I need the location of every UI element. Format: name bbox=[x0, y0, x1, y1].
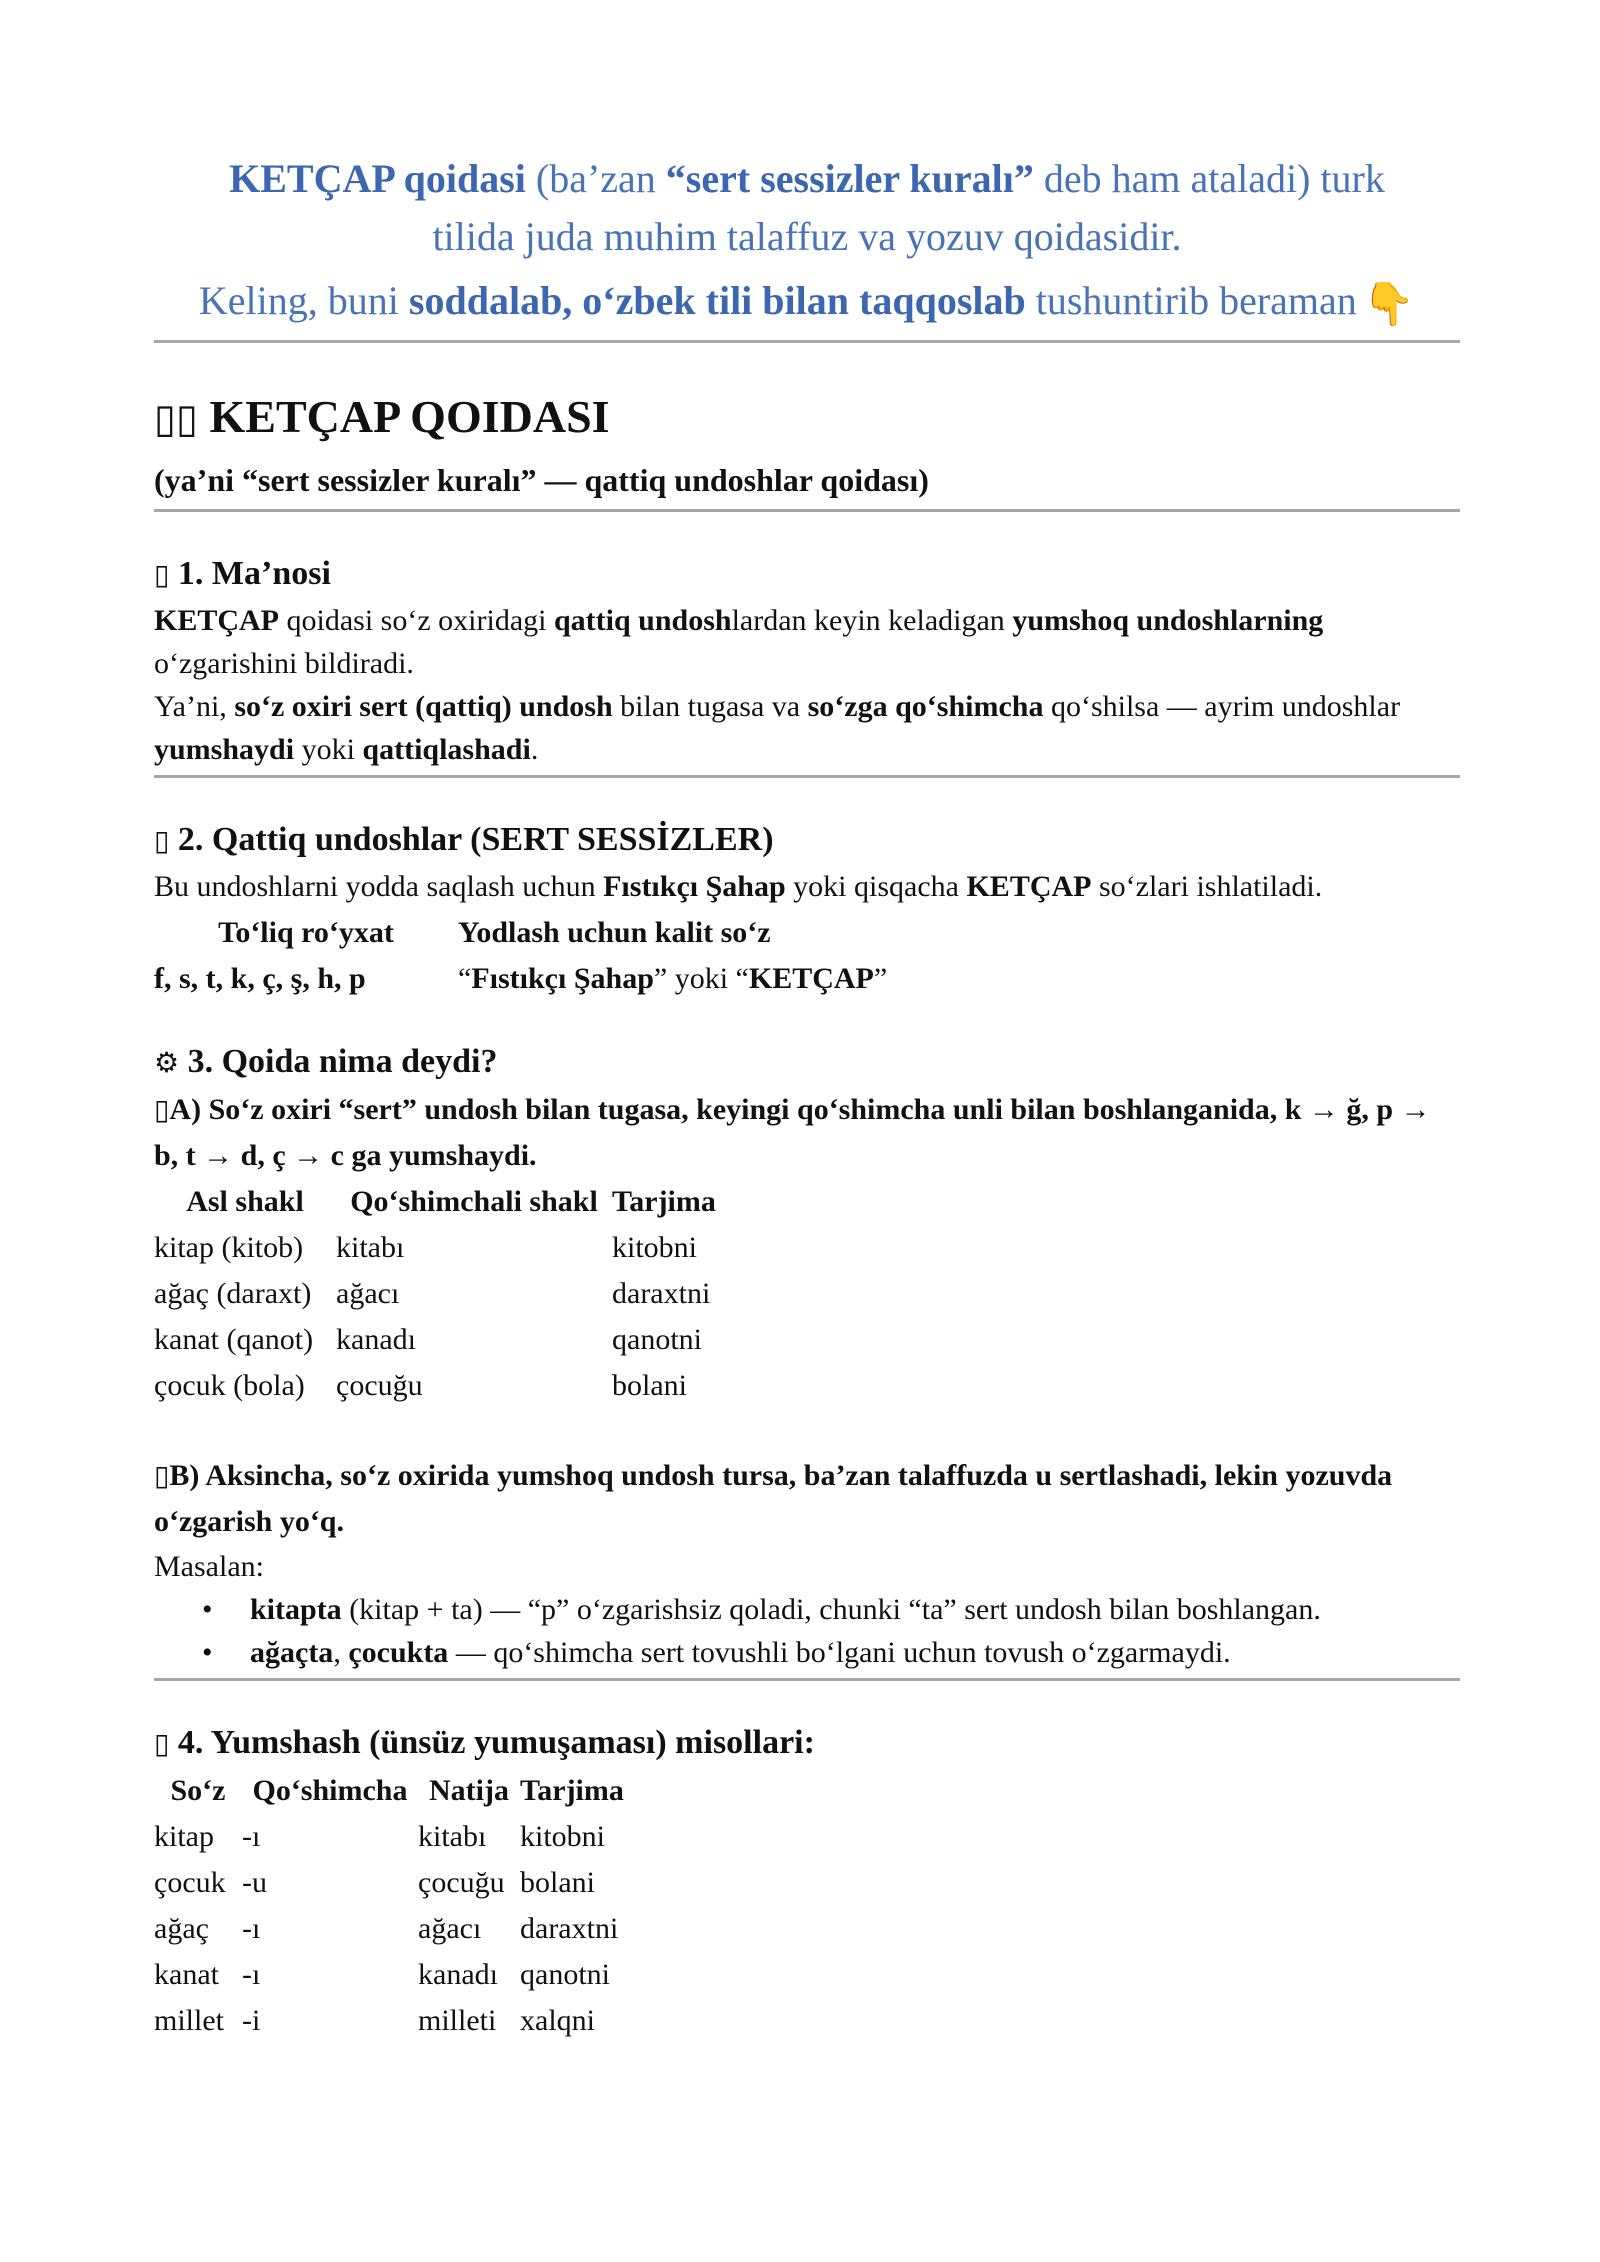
table-cell: kitabı bbox=[418, 1820, 487, 1853]
intro-bold-text: KETÇAP qoidasi bbox=[229, 156, 526, 201]
divider bbox=[154, 1678, 1460, 1681]
rule-a bbox=[154, 1087, 1460, 1179]
intro-text: (ba’zan bbox=[525, 156, 666, 201]
section-1-heading bbox=[154, 550, 1460, 599]
bold-text: kitapta bbox=[250, 1593, 342, 1626]
text: (kitap + ta) — “p” o‘zgarishsiz qoladi, chunki “ta” sert undosh bilan boshlangan. bbox=[341, 1593, 1321, 1626]
table-cell: ağacı bbox=[418, 1912, 482, 1945]
bold-text: yumshoq undoshlarning bbox=[1012, 604, 1324, 637]
bold-text: Fıstıkçı Şahap bbox=[603, 870, 786, 903]
table-header-row bbox=[154, 1768, 624, 1814]
table-cell: daraxtni bbox=[520, 1912, 619, 1945]
table-cell: -u bbox=[242, 1866, 267, 1899]
table-cell: kanadı bbox=[336, 1323, 416, 1356]
table-cell: -ı bbox=[242, 1958, 261, 1991]
consonant-table bbox=[154, 910, 887, 1002]
table-cell: millet bbox=[154, 2004, 224, 2037]
table-cell: qanotni bbox=[520, 1958, 610, 1991]
bold-text: KETÇAP bbox=[966, 870, 1092, 903]
section-4 bbox=[154, 1719, 1460, 2044]
box-icon: ▯ bbox=[154, 824, 170, 857]
table-cell: -ı bbox=[242, 1912, 261, 1945]
table-row bbox=[154, 1906, 624, 1952]
text: qo‘shilsa — ayrim undoshlar bbox=[1043, 690, 1401, 723]
table-row bbox=[154, 1271, 716, 1317]
table-cell: çocuğu bbox=[336, 1369, 423, 1402]
bold-text: Fıstıkçı Şahap bbox=[471, 962, 654, 995]
bold-text: qattiq undosh bbox=[553, 604, 732, 637]
section-4-heading bbox=[154, 1719, 1460, 1768]
section-2-paragraph bbox=[154, 865, 1460, 908]
table-cell: çocuk bbox=[154, 1866, 226, 1899]
intro-text: Keling, buni bbox=[198, 278, 409, 323]
table-cell: qanotni bbox=[612, 1323, 702, 1356]
table-cell: kitobni bbox=[520, 1820, 606, 1853]
section-1 bbox=[154, 550, 1460, 771]
pointing-down-icon: 👇 bbox=[1362, 282, 1416, 328]
section-heading-text: 3. Qoida nima deydi? bbox=[187, 1043, 498, 1080]
table-cell: xalqni bbox=[520, 2004, 595, 2037]
list-item bbox=[154, 1588, 1460, 1631]
table-header: Natija bbox=[429, 1774, 509, 1807]
table-cell: -i bbox=[242, 2004, 261, 2037]
table-header-row bbox=[154, 1179, 716, 1225]
text: o‘zgarishini bildiradi. bbox=[154, 647, 414, 680]
text: Ya’ni, bbox=[154, 690, 235, 723]
text: “ bbox=[458, 962, 472, 995]
table-cell: ağaç (daraxt) bbox=[154, 1277, 312, 1310]
bold-text: KETÇAP bbox=[748, 962, 874, 995]
document-page bbox=[154, 150, 1460, 2044]
bold-text: çocukta bbox=[348, 1636, 449, 1669]
text: lardan keyin keladigan bbox=[731, 604, 1013, 637]
box-icon: ▯ bbox=[154, 1093, 170, 1126]
intro-block bbox=[154, 150, 1460, 334]
table-cell: kitap (kitob) bbox=[154, 1231, 304, 1264]
table-cell: -ı bbox=[242, 1820, 261, 1853]
divider bbox=[154, 340, 1460, 343]
softening-table bbox=[154, 1179, 716, 1409]
table-header: Yodlash uchun kalit so‘z bbox=[458, 916, 771, 949]
table-header: Tarjima bbox=[612, 1185, 716, 1218]
intro-line-1 bbox=[154, 150, 1460, 208]
bold-text: ağaçta bbox=[250, 1636, 334, 1669]
text: yoki qisqacha bbox=[785, 870, 967, 903]
section-2-heading bbox=[154, 816, 1460, 865]
rule-b-text: B) Aksincha, so‘z oxirida yumshoq undosh tursa, ba’zan talaffuzda u sertlashadi, lekin yozuvda o‘zgarish yo‘q. bbox=[154, 1459, 1393, 1538]
table-header: Tarjima bbox=[520, 1774, 624, 1807]
bold-text: so‘z oxiri sert (qattiq) undosh bbox=[234, 690, 613, 723]
table-cell: çocuğu bbox=[418, 1866, 505, 1899]
intro-text: deb ham ataladi) turk bbox=[1033, 156, 1385, 201]
table-cell: bolani bbox=[612, 1369, 687, 1402]
divider bbox=[154, 775, 1460, 778]
intro-line-2: tilida juda muhim talaffuz va yozuv qoidasidir. bbox=[432, 214, 1182, 259]
masalan-label: Masalan: bbox=[154, 1550, 264, 1583]
rule-b bbox=[154, 1453, 1460, 1545]
table-cell: f, s, t, k, ç, ş, h, p bbox=[154, 962, 366, 995]
bold-text: so‘zga qo‘shimcha bbox=[807, 690, 1044, 723]
intro-bold-text: soddalab, o‘zbek tili bilan taqqoslab bbox=[408, 278, 1026, 323]
table-cell bbox=[458, 956, 887, 1002]
table-cell: ağacı bbox=[336, 1277, 400, 1310]
text: , bbox=[333, 1636, 349, 1669]
box-icon: ▯ bbox=[154, 558, 170, 591]
table-row bbox=[154, 1225, 716, 1271]
table-header: Qo‘shimcha bbox=[252, 1774, 408, 1807]
section-heading-text: 1. Ma’nosi bbox=[177, 555, 331, 592]
table-cell: milleti bbox=[418, 2004, 497, 2037]
table-cell: kanat bbox=[154, 1958, 219, 1991]
table-cell: bolani bbox=[520, 1866, 595, 1899]
section-1-paragraph-1 bbox=[154, 599, 1460, 685]
text: so‘zlari ishlatiladi. bbox=[1091, 870, 1323, 903]
table-header: Asl shakl bbox=[186, 1185, 304, 1218]
table-row bbox=[154, 956, 887, 1002]
table-row bbox=[154, 1998, 624, 2044]
text: ” yoki “ bbox=[653, 962, 749, 995]
page-title bbox=[154, 387, 1460, 449]
section-1-paragraph-2 bbox=[154, 685, 1460, 771]
rule-a-text: A) So‘z oxiri “sert” undosh bilan tugasa, keyingi qo‘shimcha unli bilan boshlanganida, k → ğ, p → b, t → d, ç → c ga yumshaydi. bbox=[154, 1093, 1431, 1172]
section-3 bbox=[154, 1038, 1460, 1674]
bold-text: qattiqlashadi bbox=[362, 733, 531, 766]
section-heading-text: 4. Yumshash (ünsüz yumuşaması) misollari: bbox=[177, 1724, 815, 1761]
text: ” bbox=[873, 962, 888, 995]
table-cell: kitabı bbox=[336, 1231, 405, 1264]
divider bbox=[154, 509, 1460, 512]
list-item bbox=[154, 1631, 1460, 1674]
box-icon: ▯ bbox=[154, 1459, 170, 1492]
page-title-text: KETÇAP QOIDASI bbox=[209, 391, 610, 442]
table-header-row bbox=[154, 910, 887, 956]
intro-text: tushuntirib beraman bbox=[1025, 278, 1357, 323]
table-cell: kitobni bbox=[612, 1231, 698, 1264]
table-header: To‘liq ro‘yxat bbox=[218, 916, 394, 949]
table-row bbox=[154, 1363, 716, 1409]
table-row bbox=[154, 1317, 716, 1363]
example-list bbox=[154, 1588, 1460, 1674]
table-cell: daraxtni bbox=[612, 1277, 711, 1310]
text: bilan tugasa va bbox=[612, 690, 808, 723]
section-heading-text: 2. Qattiq undoshlar (SERT SESSİZLER) bbox=[177, 821, 774, 858]
text: yoki bbox=[294, 733, 363, 766]
table-cell: kitap bbox=[154, 1820, 214, 1853]
table-cell: ağaç bbox=[154, 1912, 209, 1945]
table-row bbox=[154, 1860, 624, 1906]
table-header: Qo‘shimchali shakl bbox=[350, 1185, 598, 1218]
intro-line-3 bbox=[154, 272, 1460, 334]
bold-text: yumshaydi bbox=[154, 733, 295, 766]
text: Bu undoshlarni yodda saqlash uchun bbox=[154, 870, 604, 903]
table-cell: kanat (qanot) bbox=[154, 1323, 314, 1356]
text: — qo‘shimcha sert tovushli bo‘lgani uchun tovush o‘zgarmaydi. bbox=[448, 1636, 1231, 1669]
table-row bbox=[154, 1814, 624, 1860]
gear-icon: ⚙ bbox=[154, 1046, 180, 1079]
bold-text: KETÇAP bbox=[154, 604, 280, 637]
table-row bbox=[154, 1952, 624, 1998]
table-header: So‘z bbox=[170, 1774, 226, 1807]
section-3-heading bbox=[154, 1038, 1460, 1087]
intro-bold-text: “sert sessizler kuralı” bbox=[665, 156, 1034, 201]
table-cell: çocuk (bola) bbox=[154, 1369, 305, 1402]
examples-table bbox=[154, 1768, 624, 2044]
text: qoidasi so‘z oxiridagi bbox=[279, 604, 554, 637]
section-2 bbox=[154, 816, 1460, 1002]
title-block bbox=[154, 387, 1460, 503]
title-box-icon: ▯▯ bbox=[154, 396, 199, 442]
box-icon: ▯ bbox=[154, 1727, 170, 1760]
table-cell: kanadı bbox=[418, 1958, 498, 1991]
text: . bbox=[530, 733, 539, 766]
page-subtitle: (ya’ni “sert sessizler kuralı” — qattiq undoshlar qoidası) bbox=[154, 462, 929, 498]
